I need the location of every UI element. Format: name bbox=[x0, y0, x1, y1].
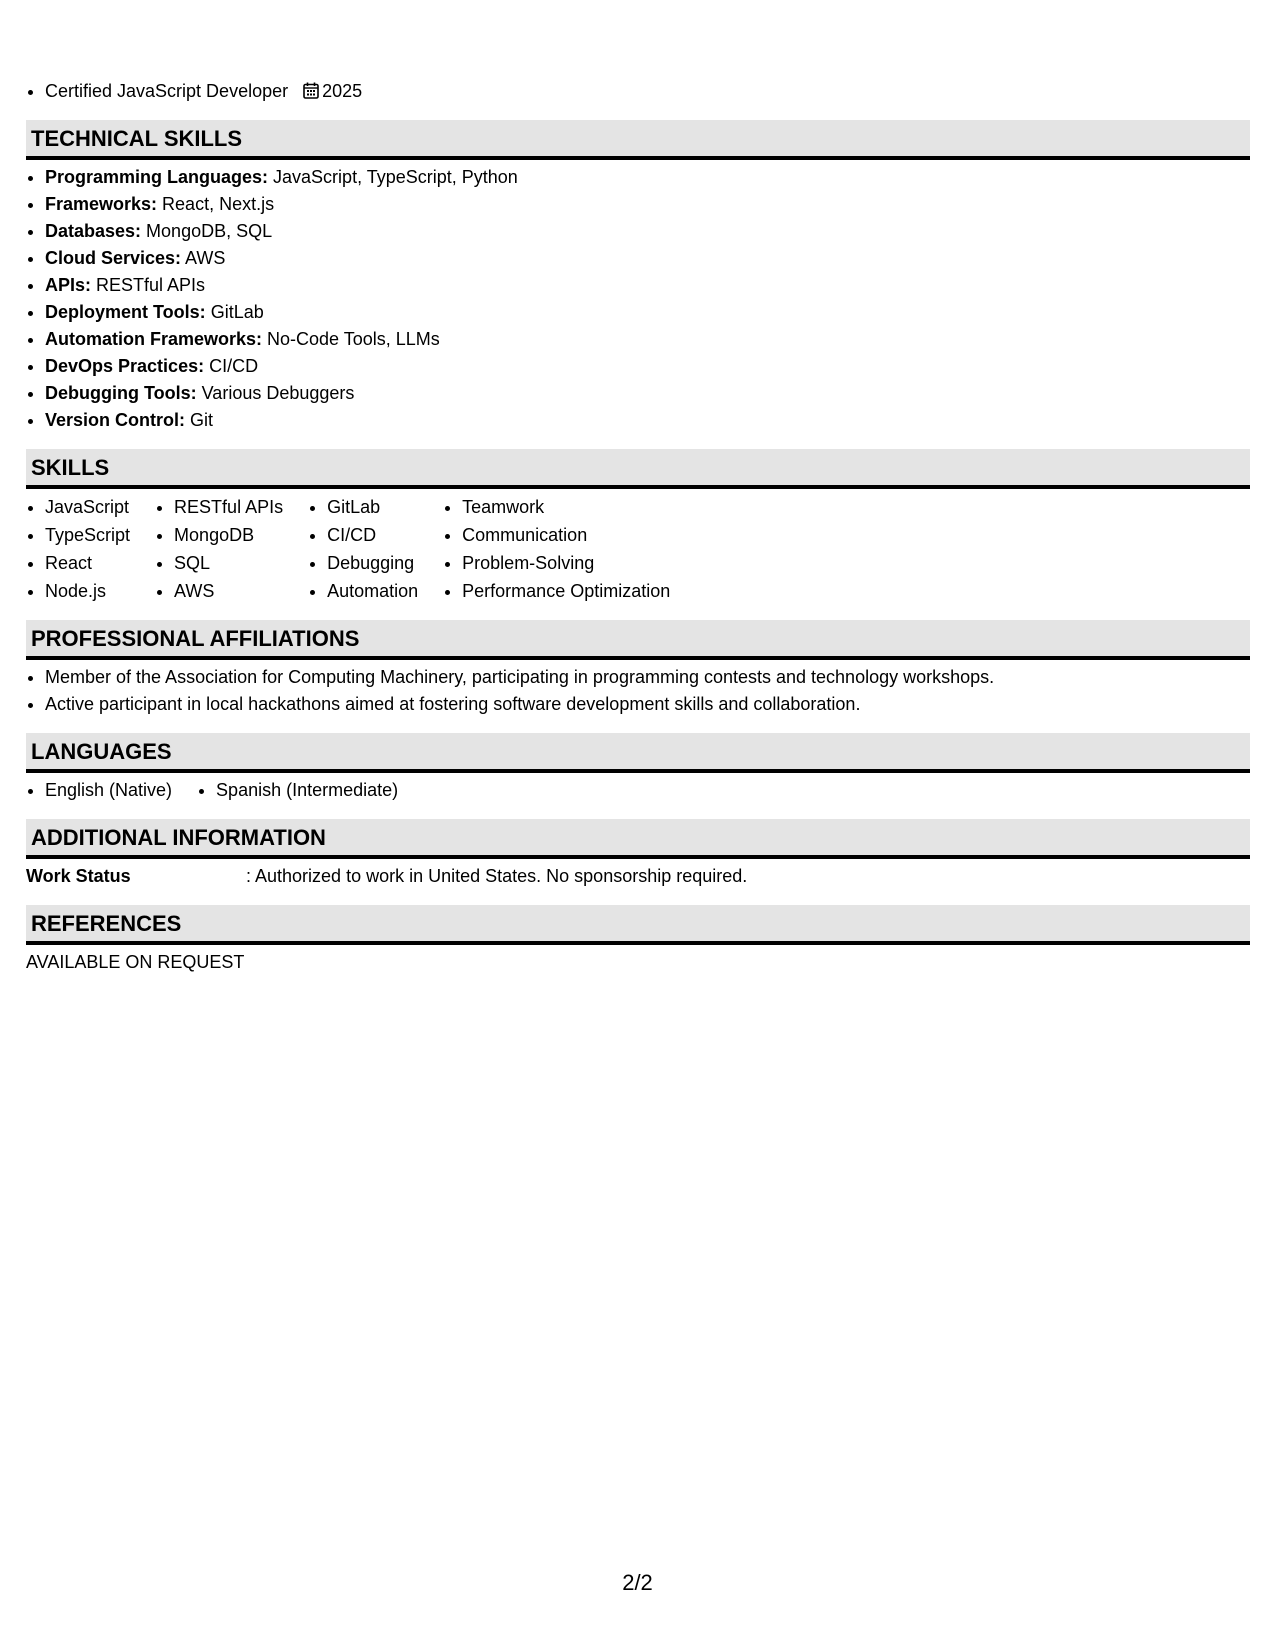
skill-values: CI/CD bbox=[204, 356, 259, 376]
skill-values: No-Code Tools, LLMs bbox=[262, 329, 440, 349]
skill-item: • Teamwork bbox=[462, 493, 670, 521]
skill-item: • SQL bbox=[174, 549, 283, 577]
skill-values: React, Next.js bbox=[157, 194, 275, 214]
section-additional-info-heading bbox=[26, 819, 1250, 859]
section-title: TECHNICAL SKILLS bbox=[31, 126, 243, 151]
languages-list bbox=[26, 777, 1250, 804]
section-references-heading bbox=[26, 905, 1250, 945]
skill-item: • Performance Optimization bbox=[462, 577, 670, 605]
calendar-icon bbox=[303, 82, 319, 99]
skill-category: Version Control: bbox=[45, 410, 186, 430]
technical-skill-item bbox=[45, 218, 1250, 245]
info-key: Work Status bbox=[26, 866, 131, 886]
skill-item: • CI/CD bbox=[327, 521, 418, 549]
section-title: REFERENCES bbox=[31, 911, 182, 936]
work-status-row bbox=[26, 863, 1250, 890]
affiliations-list bbox=[26, 664, 1250, 718]
skill-values: Various Debuggers bbox=[196, 383, 355, 403]
skill-item: • JavaScript bbox=[45, 493, 130, 521]
skills-column bbox=[26, 493, 130, 605]
certification-item bbox=[45, 78, 1250, 105]
skill-item: • Automation bbox=[327, 577, 418, 605]
skill-category: Automation Frameworks: bbox=[45, 329, 263, 349]
resume-page bbox=[26, 78, 1250, 976]
references-text: AVAILABLE ON REQUEST bbox=[26, 952, 245, 972]
skill-category: Debugging Tools: bbox=[45, 383, 197, 403]
skill-item: • Node.js bbox=[45, 577, 130, 605]
skill-category: Cloud Services: bbox=[45, 248, 182, 268]
language-item: • English (Native) bbox=[45, 777, 172, 804]
skills-column bbox=[155, 493, 283, 605]
technical-skill-item bbox=[45, 380, 1250, 407]
skill-item: • Problem-Solving bbox=[462, 549, 670, 577]
skills-grid bbox=[26, 493, 1250, 605]
page-number: 2/2 bbox=[622, 1570, 653, 1595]
skill-item: • AWS bbox=[174, 577, 283, 605]
section-title: PROFESSIONAL AFFILIATIONS bbox=[31, 626, 360, 651]
technical-skill-item bbox=[45, 191, 1250, 218]
section-skills-heading bbox=[26, 449, 1250, 489]
section-languages-heading bbox=[26, 733, 1250, 773]
technical-skill-item bbox=[45, 407, 1250, 434]
skill-category: Deployment Tools: bbox=[45, 302, 206, 322]
technical-skill-item bbox=[45, 299, 1250, 326]
skill-values: GitLab bbox=[205, 302, 264, 322]
skill-item: • React bbox=[45, 549, 130, 577]
technical-skill-item bbox=[45, 245, 1250, 272]
technical-skill-item bbox=[45, 353, 1250, 380]
section-affiliations-heading bbox=[26, 620, 1250, 660]
skill-item: • TypeScript bbox=[45, 521, 130, 549]
section-title: SKILLS bbox=[31, 455, 110, 480]
skill-category: APIs: bbox=[45, 275, 92, 295]
skill-values: Git bbox=[185, 410, 214, 430]
section-technical-skills-heading bbox=[26, 120, 1250, 160]
skill-category: Frameworks: bbox=[45, 194, 158, 214]
skill-item: • RESTful APIs bbox=[174, 493, 283, 521]
certification-name: Certified JavaScript Developer bbox=[45, 81, 289, 101]
section-title: LANGUAGES bbox=[31, 739, 172, 764]
technical-skills-list bbox=[26, 164, 1250, 434]
certification-list bbox=[26, 78, 1250, 105]
skills-column bbox=[308, 493, 418, 605]
technical-skill-item bbox=[45, 326, 1250, 353]
skill-item: • Debugging bbox=[327, 549, 418, 577]
technical-skill-item bbox=[45, 164, 1250, 191]
skill-values: AWS bbox=[181, 248, 226, 268]
info-value: : Authorized to work in United States. No sponsorship required. bbox=[246, 866, 748, 886]
skill-values: RESTful APIs bbox=[91, 275, 206, 295]
skill-values: JavaScript, TypeScript, Python bbox=[268, 167, 518, 187]
skills-column bbox=[443, 493, 670, 605]
language-item: • Spanish (Intermediate) bbox=[216, 777, 398, 804]
certification-date: 2025 bbox=[322, 81, 363, 101]
technical-skill-item bbox=[45, 272, 1250, 299]
skill-category: Databases: bbox=[45, 221, 142, 241]
skill-category: DevOps Practices: bbox=[45, 356, 205, 376]
affiliation-item: • Active participant in local hackathons aimed at fostering software development skills and collaboration. bbox=[45, 691, 1250, 718]
skill-item: • Communication bbox=[462, 521, 670, 549]
section-title: ADDITIONAL INFORMATION bbox=[31, 825, 326, 850]
affiliation-item: • Member of the Association for Computing Machinery, participating in programming contests and technology workshops. bbox=[45, 664, 1250, 691]
skill-category: Programming Languages: bbox=[45, 167, 269, 187]
skill-values: MongoDB, SQL bbox=[141, 221, 273, 241]
skill-item: • GitLab bbox=[327, 493, 418, 521]
skill-item: • MongoDB bbox=[174, 521, 283, 549]
